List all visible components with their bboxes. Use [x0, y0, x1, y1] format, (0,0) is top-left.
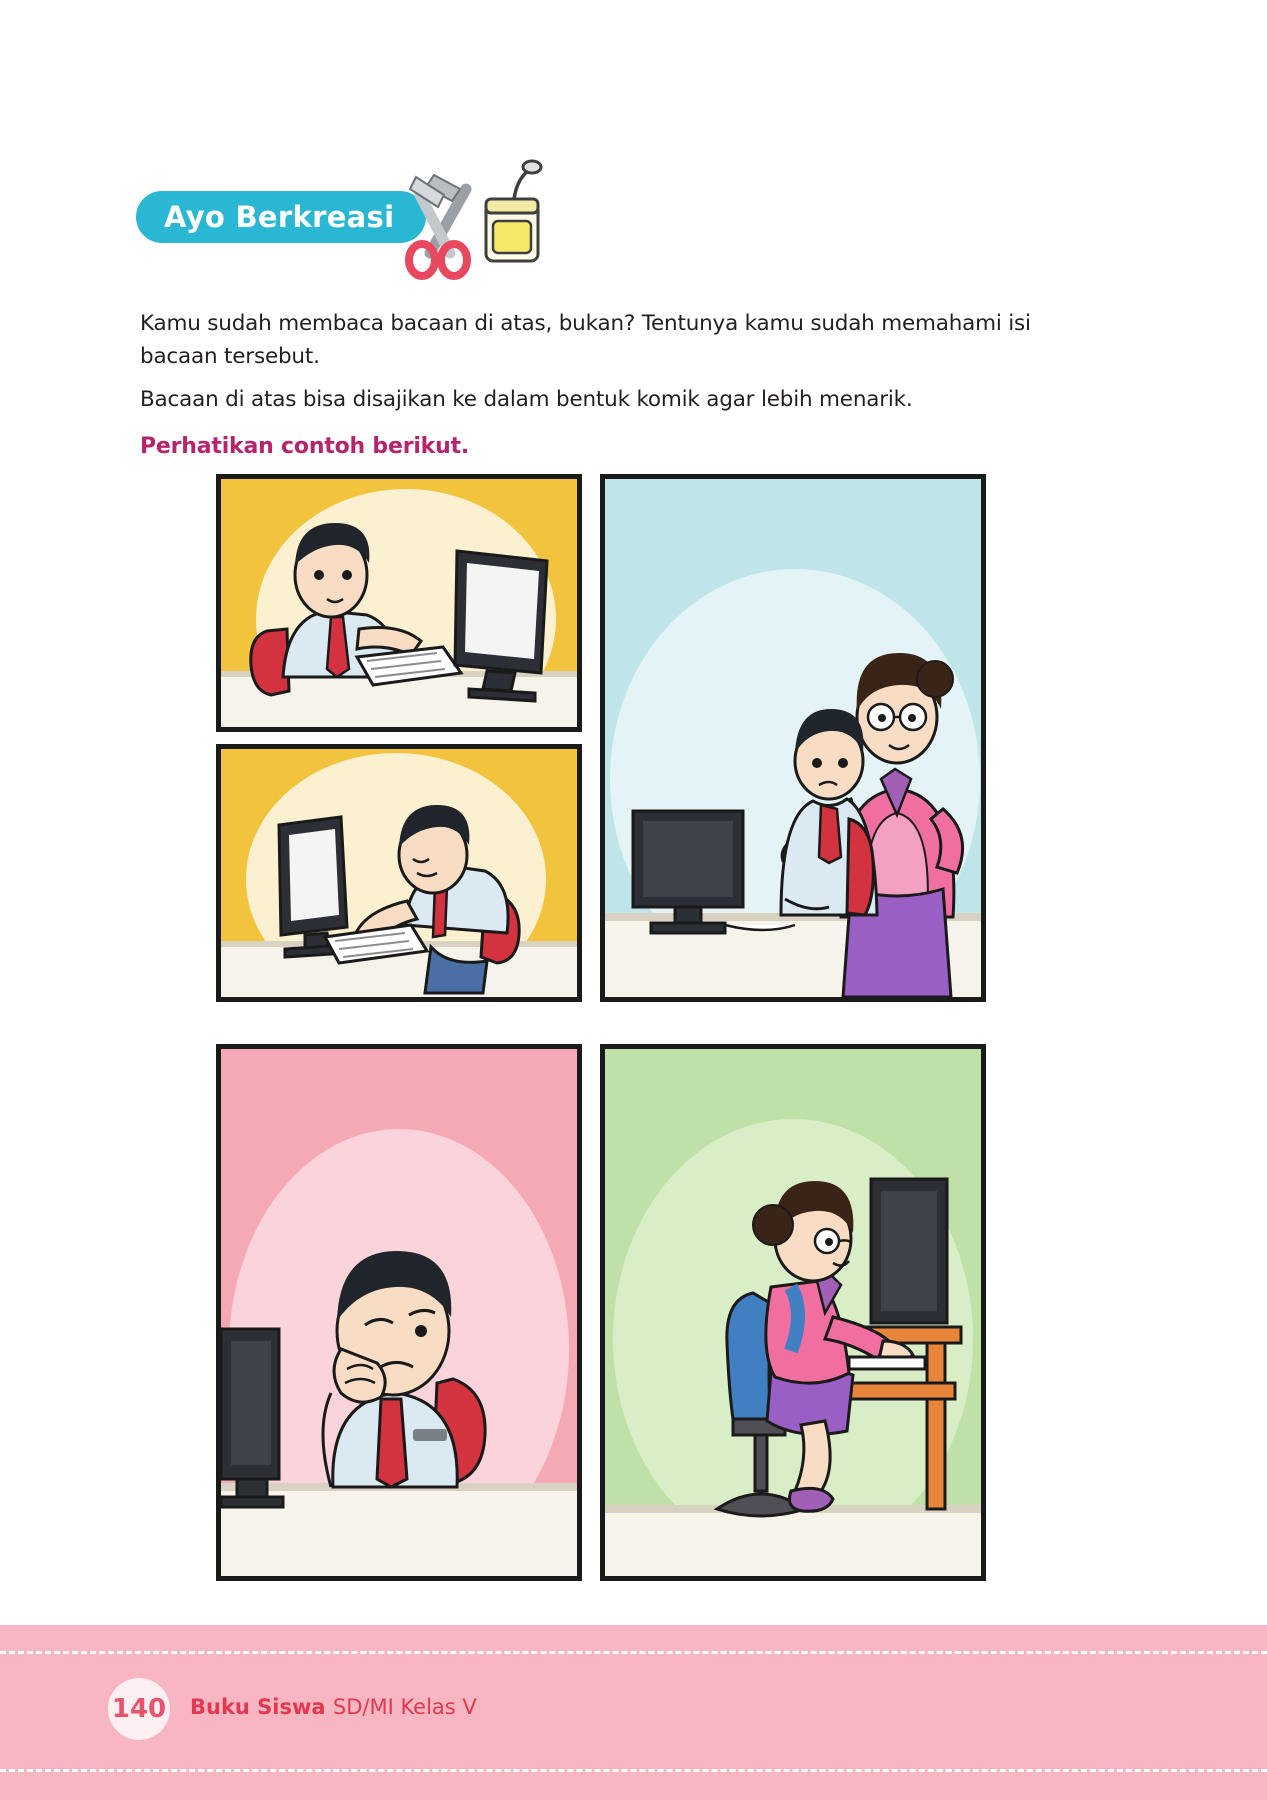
footer-divider-top — [0, 1651, 1267, 1654]
badge-label: Ayo Berkreasi — [164, 200, 395, 234]
comic-panel-1 — [216, 474, 582, 732]
page-number: 140 — [111, 1694, 167, 1724]
instruction-heading: Perhatikan contoh berikut. — [140, 434, 470, 459]
paragraph-1: Kamu sudah membaca bacaan di atas, bukan? Tentunya kamu sudah memahami isi bacaan tersebut. — [140, 311, 1031, 369]
page-footer — [0, 1625, 1267, 1800]
comic-panel-3 — [600, 474, 986, 1002]
scissors-icon — [409, 175, 467, 276]
footer-label — [190, 1695, 477, 1719]
glue-jar-icon — [486, 161, 541, 261]
paragraph-2: Bacaan di atas bisa disajikan ke dalam bentuk komik agar lebih menarik. — [140, 387, 913, 412]
page-number-badge — [108, 1678, 170, 1740]
ayo-berkreasi-badge — [136, 191, 426, 243]
footer-label-bold: Buku Siswa — [190, 1695, 333, 1719]
footer-divider-bottom — [0, 1769, 1267, 1772]
comic-strip — [216, 474, 986, 1581]
comic-panel-5 — [600, 1044, 986, 1581]
craft-icons-group — [394, 155, 554, 285]
footer-label-light: SD/MI Kelas V — [332, 1695, 477, 1719]
comic-panel-2 — [216, 744, 582, 1002]
comic-panel-4 — [216, 1044, 582, 1581]
section-header — [136, 155, 556, 285]
